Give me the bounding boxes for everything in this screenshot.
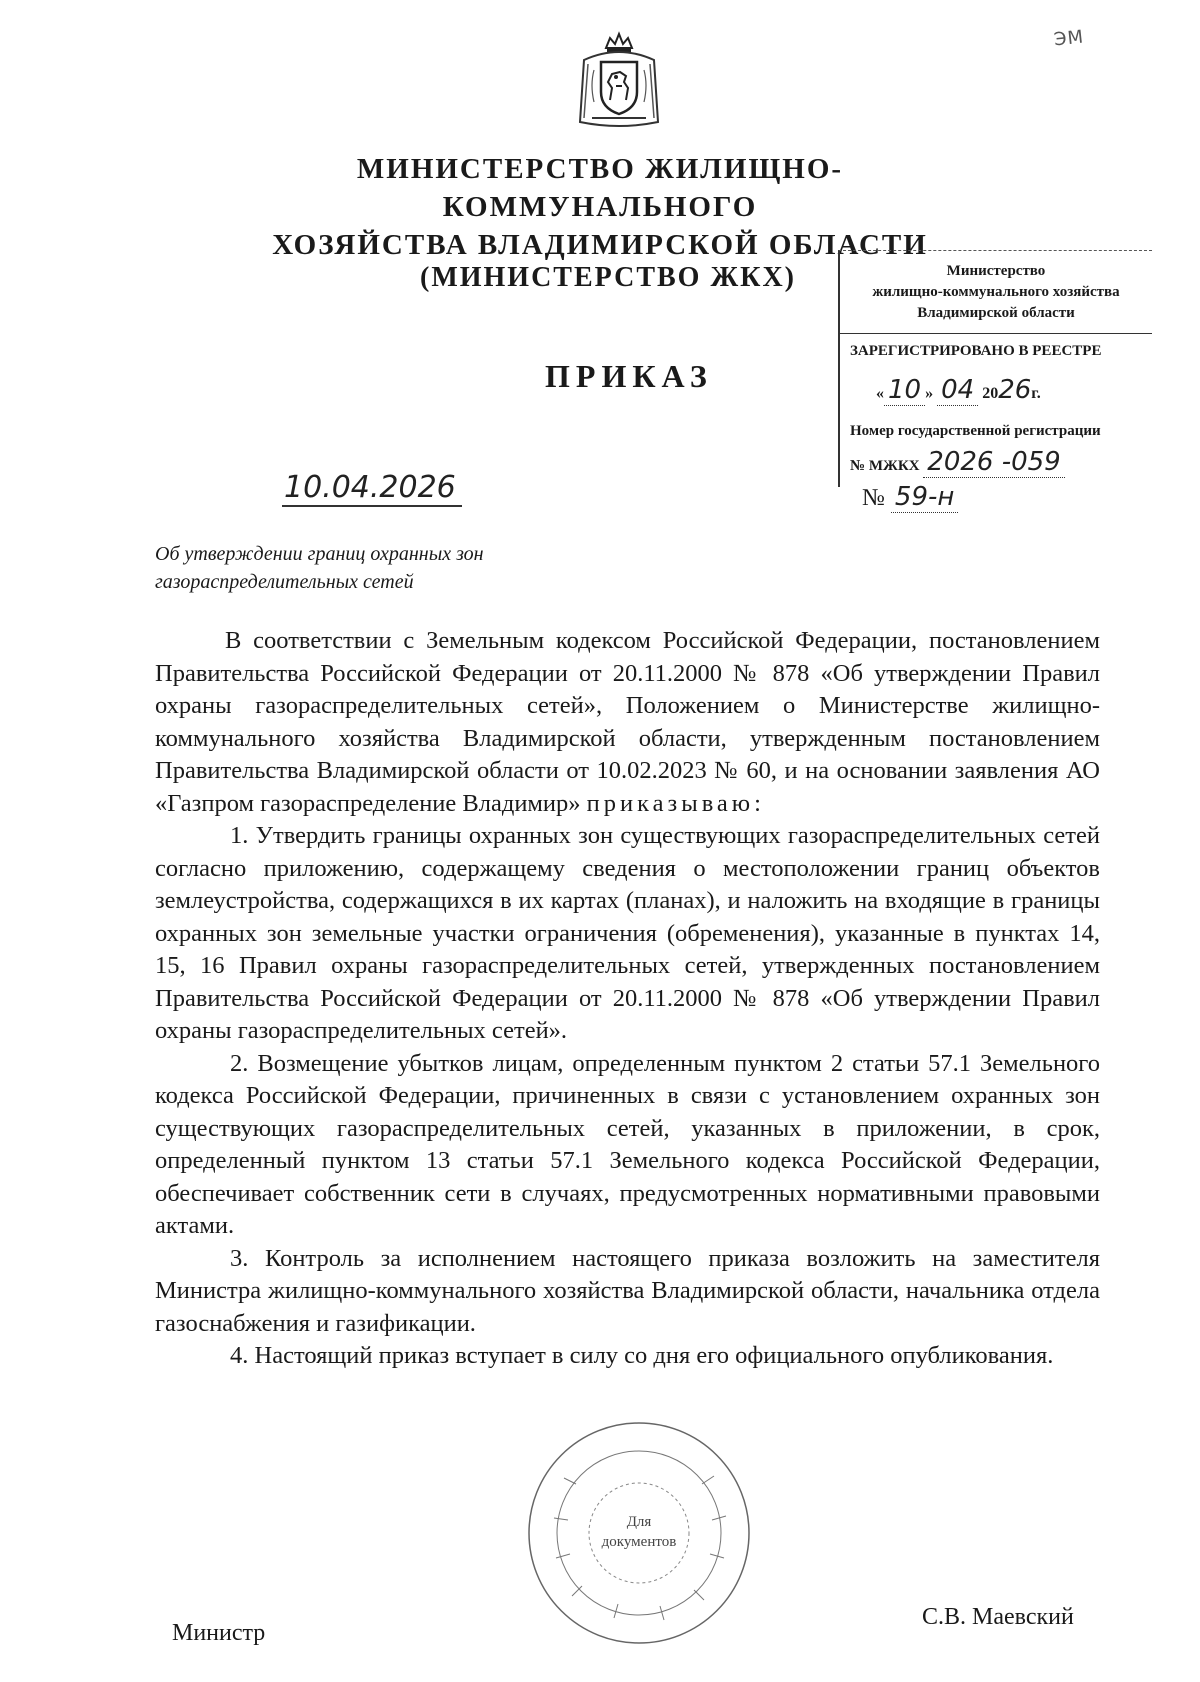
official-round-seal xyxy=(524,1418,754,1648)
stamp-divider xyxy=(840,333,1152,334)
signature-name: С.В. Маевский xyxy=(922,1604,1074,1630)
stamp-date-day: 10 xyxy=(884,375,925,406)
ministry-title-line2: ХОЗЯЙСТВА ВЛАДИМИРСКОЙ ОБЛАСТИ xyxy=(272,229,928,261)
stamp-org-line1: Министерство xyxy=(946,263,1046,279)
stamp-number-prefix: № МЖКХ xyxy=(850,458,920,474)
stamp-org-line3: Владимирской области xyxy=(917,305,1075,321)
body-item-2: 2. Возмещение убытков лицам, определенным пунктом 2 статьи 57.1 Земельного кодекса Российской Федерации, причиненных в связи с установлением охранных зон существующих газораспределительных сетей, указанных в приложении, в срок, определенный пунктом 13 статьи 57.1 Земельного кодекса Российской Федерации, обеспечивает собственник сети в случаях, предусмотренных нормативными правовыми актами. xyxy=(155,1049,1100,1239)
order-body xyxy=(155,625,1100,1373)
order-number-label: № xyxy=(862,485,885,511)
order-number xyxy=(862,482,958,512)
coat-of-arms-emblem xyxy=(574,30,664,130)
stamp-year-unit: г. xyxy=(1031,385,1041,402)
order-number-value: 59-н xyxy=(891,482,958,513)
signature-role: Министр xyxy=(172,1620,266,1646)
stamp-number-value: 2026 -059 xyxy=(923,447,1064,478)
stamp-number-label: Номер государственной регистрации xyxy=(850,423,1101,439)
stamp-organization xyxy=(840,261,1152,324)
body-intro xyxy=(155,625,1100,820)
stamp-registration-date: « 10 » 04 2026г. xyxy=(876,375,1041,405)
body-item-3: 3. Контроль за исполнением настоящего приказа возложить на заместителя Министра жилищно-коммунального хозяйства Владимирской области, начальника отдела газоснабжения и газификации. xyxy=(155,1244,1100,1337)
seal-center-line1: Для xyxy=(626,1514,652,1530)
corner-handwritten-mark: ЭМ xyxy=(1052,26,1086,51)
ministry-title-line1: МИНИСТЕРСТВО ЖИЛИЩНО-КОММУНАЛЬНОГО xyxy=(356,153,844,223)
order-word: приказываю: xyxy=(586,789,765,817)
stamp-registered-label: ЗАРЕГИСТРИРОВАНО В РЕЕСТРЕ xyxy=(850,343,1102,359)
order-title: ПРИКАЗ xyxy=(545,358,713,394)
seal-center-line2: документов xyxy=(601,1534,677,1550)
ministry-title xyxy=(200,150,1000,264)
stamp-org-line2: жилищно-коммунального хозяйства xyxy=(872,284,1120,300)
body-item-1: 1. Утвердить границы охранных зон существующих газораспределительных сетей согласно приложению, содержащему сведения о местоположении границ объектов землеустройства, содержащихся в их картах (планах), и наложить на входящие в границы охранных зон земельные участки ограничения (обременения), указанные в пунктах 14, 15, 16 Правил охраны газораспределительных сетей, утвержденных постановлением Правительства Российской Федерации от 20.11.2000 № 878 «Об утверждении Правил охраны газораспределительных сетей». xyxy=(155,822,1100,1044)
stamp-year-prefix: 20 xyxy=(982,385,999,402)
order-date: 10.04.2026 xyxy=(282,470,462,507)
order-subject xyxy=(155,540,484,596)
subject-line2: газораспределительных сетей xyxy=(155,571,414,593)
stamp-registration-number xyxy=(850,447,1065,477)
intro-text: В соответствии с Земельным кодексом Российской Федерации, постановлением Правительства Российской Федерации от 20.11.2000 № 878 «Об утверждении Правил охраны газораспределительных сетей», Положением о Министерстве жилищно-коммунального хозяйства Владимирской области, утвержденным постановлением Правительства Владимирской области от 10.02.2023 № 60, и на основании заявления АО «Газпром газораспределение Владимир» xyxy=(155,627,1100,817)
body-item-4: 4. Настоящий приказ вступает в силу со дня его официального опубликования. xyxy=(230,1342,1054,1369)
stamp-year-suffix: 26 xyxy=(998,375,1032,405)
stamp-date-month: 04 xyxy=(937,375,978,406)
ministry-short-name: (МИНИСТЕРСТВО ЖКХ) xyxy=(420,262,796,293)
subject-line1: Об утверждении границ охранных зон xyxy=(155,543,484,565)
registration-stamp xyxy=(838,250,1152,487)
